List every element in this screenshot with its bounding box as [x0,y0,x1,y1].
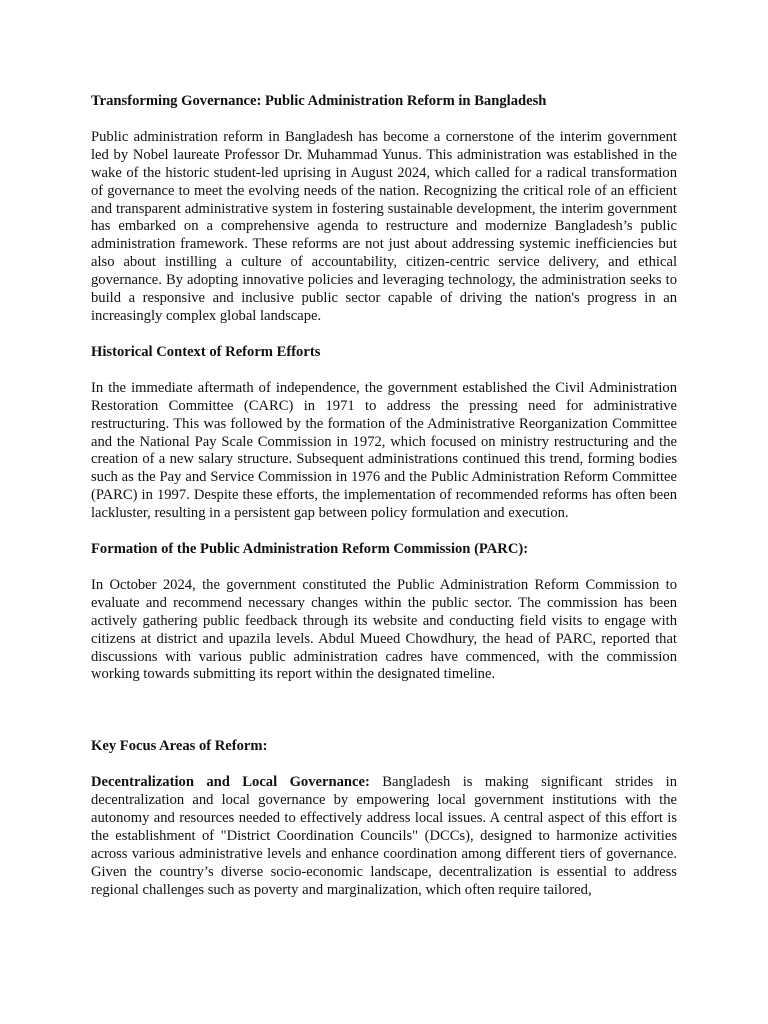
decentralization-body: Bangladesh is making significant strides in decentralization and local governance by empowering local government institutions with the autonomy and resources needed to effectively address local issues. A central aspect of this effort is the establishment of "District Coordination Councils" (DCCs), designed to harmonize activities across various administrative levels and enhance coordination among different tiers of governance. Given the country’s diverse socio-economic landscape, decentralization is essential to address regional challenges such as poverty and marginalization, which often require tailored, [91,774,677,898]
key-focus-heading: Key Focus Areas of Reform: [91,738,268,755]
decentralization-lead: Decentralization and Local Governance: [91,774,370,791]
historical-context-heading: Historical Context of Reform Efforts [91,343,321,360]
document-page [91,93,677,918]
document-title: Transforming Governance: Public Administration Reform in Bangladesh [91,93,547,109]
parc-formation-heading: Formation of the Public Administration Reform Commission (PARC): [91,541,529,558]
decentralization-paragraph [91,774,677,899]
intro-paragraph: Public administration reform in Bangladesh has become a cornerstone of the interim government led by Nobel laureate Professor Dr. Muhammad Yunus. This administration was established in the wake of the historic student-led uprising in August 2024, which called for a radical transformation of governance to meet the evolving needs of the nation. Recognizing the critical role of an efficient and transparent administrative system in fostering sustainable development, the interim government has embarked on a comprehensive agenda to restructure and modernize Bangladesh’s public administration framework. These reforms are not just about addressing systemic inefficiencies but also about instilling a culture of accountability, citizen-centric service delivery, and ethical governance. By adopting innovative policies and leveraging technology, the administration seeks to build a responsive and inclusive public sector capable of driving the nation's progress in an increasingly complex global landscape. [91,128,677,324]
parc-formation-paragraph: In October 2024, the government constituted the Public Administration Reform Commission to evaluate and recommend necessary changes within the public sector. The commission has been actively gathering public feedback through its website and conducting field visits to engage with citizens at district and upazila levels. Abdul Mueed Chowdhury, the head of PARC, reported that discussions with various public administration cadres have commenced, with the commission working towards submitting its report within the designated timeline. [91,576,677,683]
historical-context-paragraph: In the immediate aftermath of independence, the government established the Civil Administration Restoration Committee (CARC) in 1971 to address the pressing need for administrative restructuring. This was followed by the formation of the Administrative Reorganization Committee and the National Pay Scale Commission in 1972, which focused on ministry restructuring and the creation of a new salary structure. Subsequent administrations continued this trend, forming bodies such as the Pay and Service Commission in 1976 and the Public Administration Reform Committee (PARC) in 1997. Despite these efforts, the implementation of recommended reforms has often been lackluster, resulting in a persistent gap between policy formulation and execution. [91,379,677,522]
